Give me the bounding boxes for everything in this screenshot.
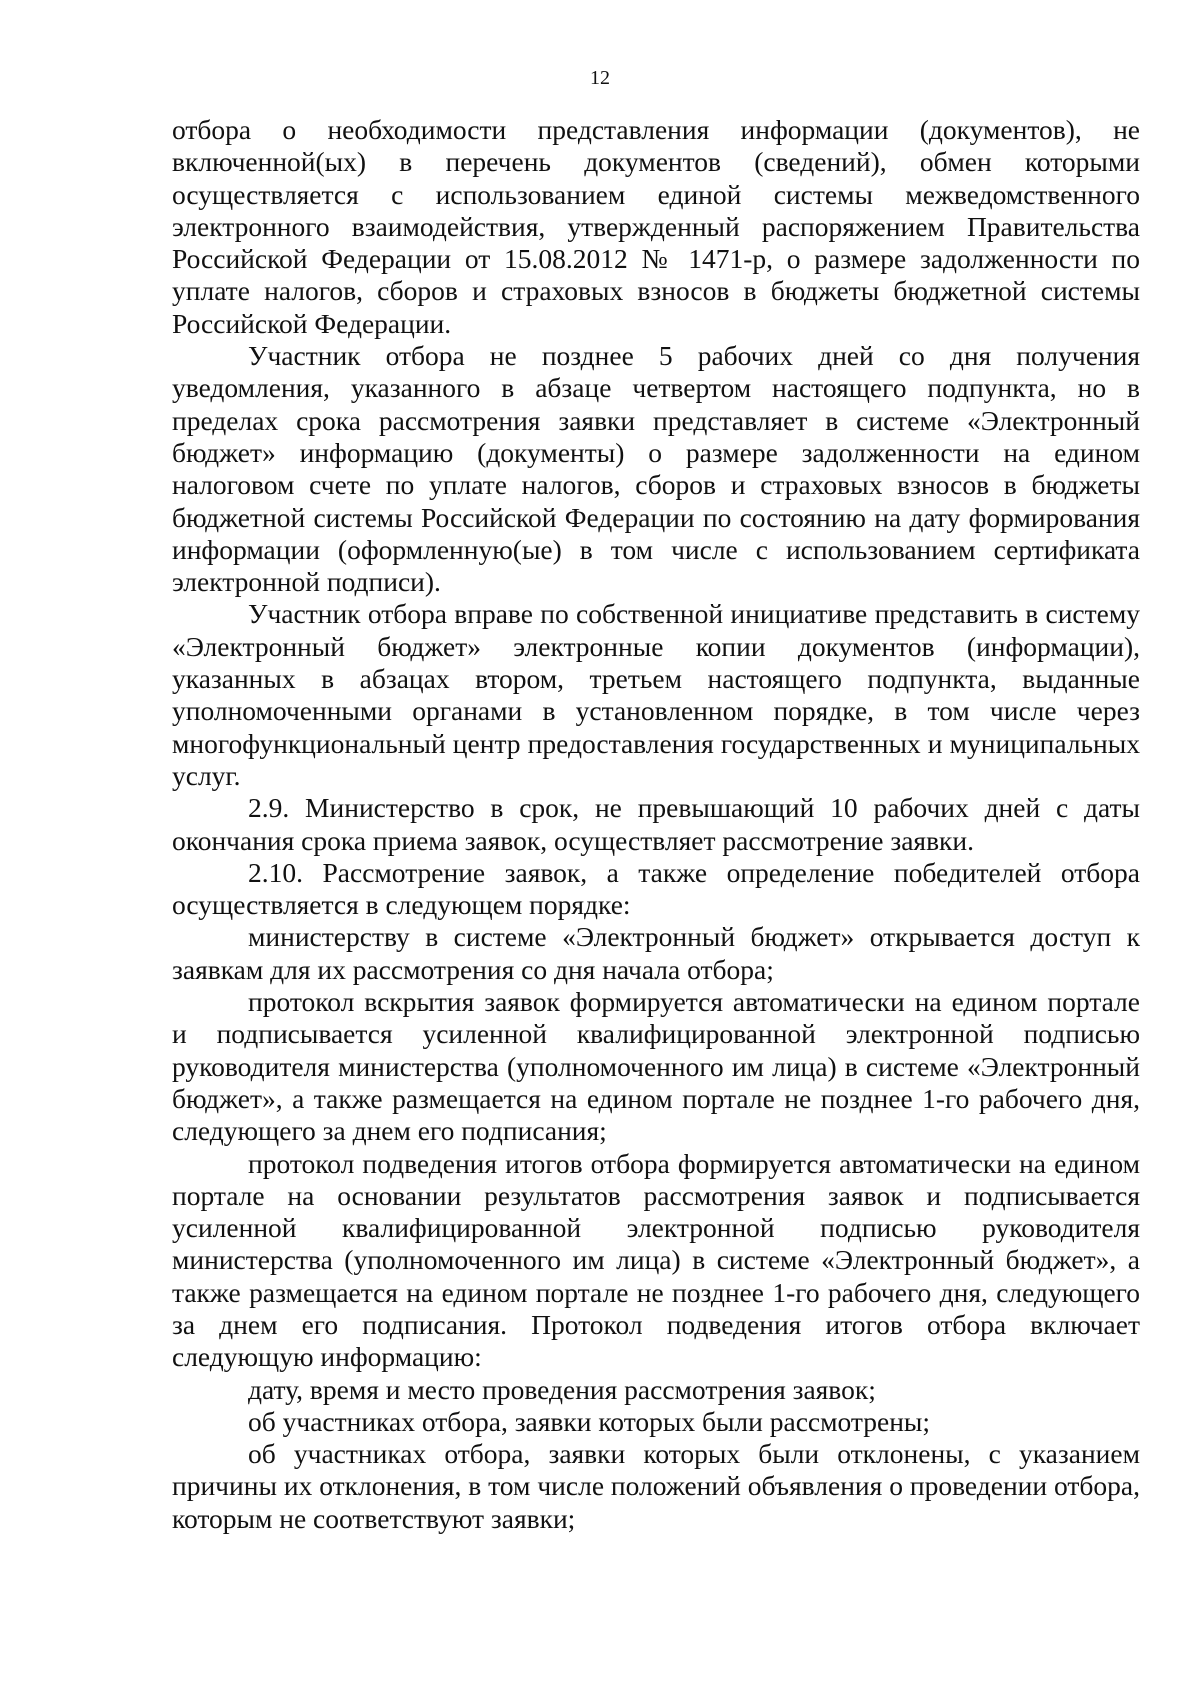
paragraph: протокол подведения итогов отбора формируется автоматически на едином портале на основании результатов рассмотрения заявок и подписывается усиленной квалифицированной электронной подписью руководителя министерства (уполномоченного им лица) в системе «Электронный бюджет», а также размещается на едином портале не позднее 1-го рабочего дня, следующего за днем его подписания. Протокол подведения итогов отбора включает следующую информацию: <box>172 1147 1140 1373</box>
paragraph-continuation: отбора о необходимости представления информации (документов), не включенной(ых) в перечень документов (сведений), обмен которыми осуществляется с использованием единой системы межведомственного электронного взаимодействия, утвержденный распоряжением Правительства Российской Федерации от 15.08.2012 № 1471-р, о размере задолженности по уплате налогов, сборов и страховых взносов в бюджеты бюджетной системы Российской Федерации. <box>172 114 1140 339</box>
list-item: об участниках отбора, заявки которых были рассмотрены; <box>248 1405 931 1437</box>
page-number: 12 <box>590 67 610 89</box>
paragraph-2-9: 2.9. Министерство в срок, не превышающий 10 рабочих дней с даты окончания срока приема заявок, осуществляет рассмотрение заявки. <box>172 792 1140 856</box>
paragraph: Участник отбора вправе по собственной инициативе представить в систему «Электронный бюджет» электронные копии документов (информации), указанных в абзацах втором, третьем настоящего подпункта, выданные уполномоченными органами в установленном порядке, в том числе через многофункциональный центр предоставления государственных и муниципальных услуг. <box>172 598 1140 791</box>
paragraph-2-10: 2.10. Рассмотрение заявок, а также определение победителей отбора осуществляется в следующем порядке: <box>172 856 1140 921</box>
list-item: дату, время и место проведения рассмотрения заявок; <box>248 1373 876 1405</box>
document-body <box>172 114 1140 1535</box>
paragraph: Участник отбора не позднее 5 рабочих дней со дня получения уведомления, указанного в абзаце четвертом настоящего подпункта, но в пределах срока рассмотрения заявки представляет в системе «Электронный бюджет» информацию (документы) о размере задолженности на едином налоговом счете по уплате налогов, сборов и страховых взносов в бюджеты бюджетной системы Российской Федерации по состоянию на дату формирования информации (оформленную(ые) в том числе с использованием сертификата электронной подписи). <box>172 340 1140 598</box>
paragraph: министерству в системе «Электронный бюджет» открывается доступ к заявкам для их рассмотрения со дня начала отбора; <box>172 921 1140 985</box>
paragraph: протокол вскрытия заявок формируется автоматически на едином портале и подписывается усиленной квалифицированной электронной подписью руководителя министерства (уполномоченного им лица) в системе «Электронный бюджет», а также размещается на едином портале не позднее 1-го рабочего дня, следующего за днем его подписания; <box>172 986 1140 1147</box>
list-item: об участниках отбора, заявки которых были отклонены, с указанием причины их отклонения, в том числе положений объявления о проведении отбора, которым не соответствуют заявки; <box>172 1438 1140 1534</box>
